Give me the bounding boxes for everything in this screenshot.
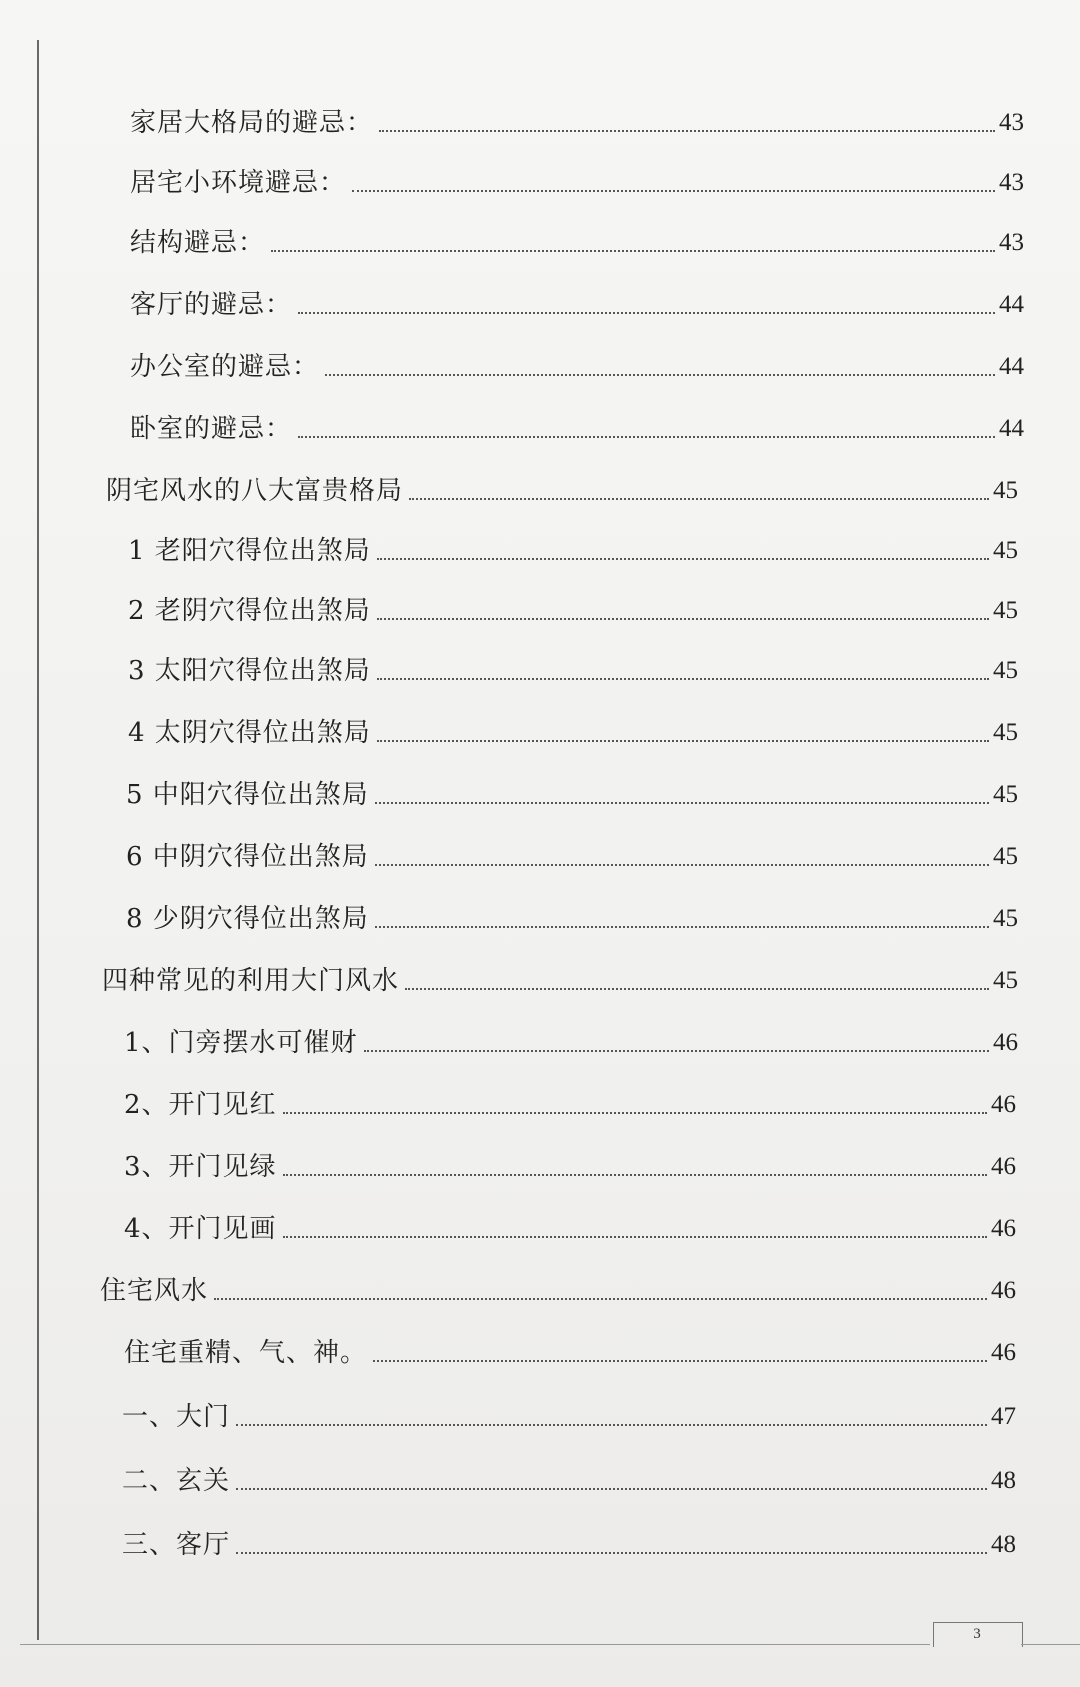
toc-entry-label: 6 中阴穴得位出煞局 xyxy=(126,842,369,872)
toc-entry-page: 48 xyxy=(991,1531,1016,1558)
toc-entry[interactable] xyxy=(130,402,1024,446)
dot-leader xyxy=(377,678,989,680)
dot-leader xyxy=(271,250,995,252)
toc-entry-label: 阴宅风水的八大富贵格局 xyxy=(106,476,404,506)
toc-entry[interactable] xyxy=(128,706,1018,750)
toc-entry[interactable] xyxy=(102,954,1018,998)
toc-entry-label: 2 老阴穴得位出煞局 xyxy=(128,596,371,626)
toc-entry[interactable] xyxy=(124,1078,1016,1122)
toc-entry-page: 43 xyxy=(999,109,1024,136)
toc-entry-page: 46 xyxy=(993,1029,1018,1056)
toc-entry-label: 客厅的避忌： xyxy=(130,290,293,320)
dot-leader xyxy=(283,1112,987,1114)
dot-leader xyxy=(379,130,995,132)
dot-leader xyxy=(405,988,989,990)
toc-entry[interactable] xyxy=(128,584,1018,628)
toc-entry-label: 8 少阴穴得位出煞局 xyxy=(126,904,369,934)
dot-leader xyxy=(325,374,995,376)
footer-rule-right xyxy=(1021,1644,1080,1645)
toc-entry[interactable] xyxy=(124,1140,1016,1184)
toc-entry-label: 办公室的避忌： xyxy=(130,352,320,382)
toc-entry-label: 三、客厅 xyxy=(122,1530,231,1560)
dot-leader xyxy=(377,740,989,742)
toc-entry-page: 45 xyxy=(993,477,1018,504)
dot-leader xyxy=(283,1236,987,1238)
toc-entry-label: 住宅风水 xyxy=(100,1276,209,1306)
toc-entry-label: 二、玄关 xyxy=(122,1466,231,1496)
dot-leader xyxy=(364,1050,989,1052)
dot-leader xyxy=(375,926,989,928)
toc-entry[interactable] xyxy=(130,278,1024,322)
toc-entry-page: 45 xyxy=(993,843,1018,870)
toc-entry-label: 4 太阴穴得位出煞局 xyxy=(128,718,371,748)
dot-leader xyxy=(352,190,995,192)
toc-entry[interactable] xyxy=(122,1518,1016,1562)
toc-entry-label: 居宅小环境避忌： xyxy=(130,168,347,198)
toc-entry-page: 45 xyxy=(993,597,1018,624)
dot-leader xyxy=(375,864,989,866)
toc-entry-page: 45 xyxy=(993,967,1018,994)
toc-entry-page: 43 xyxy=(999,229,1024,256)
toc-entry-page: 45 xyxy=(993,537,1018,564)
toc-entry[interactable] xyxy=(100,1264,1016,1308)
page-number: 3 xyxy=(973,1626,981,1642)
toc-entry-page: 46 xyxy=(991,1215,1016,1242)
toc-entry-page: 45 xyxy=(993,905,1018,932)
dot-leader xyxy=(236,1488,987,1490)
dot-leader xyxy=(298,312,995,314)
toc-entry[interactable] xyxy=(126,830,1018,874)
toc-entry[interactable] xyxy=(130,216,1024,260)
toc-entry[interactable] xyxy=(130,156,1024,200)
toc-entry[interactable] xyxy=(128,644,1018,688)
dot-leader xyxy=(236,1424,987,1426)
toc-entry[interactable] xyxy=(126,892,1018,936)
toc-entry[interactable] xyxy=(130,340,1024,384)
dot-leader xyxy=(377,618,989,620)
dot-leader xyxy=(409,498,989,500)
toc-entry-label: 4、开门见画 xyxy=(124,1214,277,1244)
toc-entry-label: 3 太阳穴得位出煞局 xyxy=(128,656,371,686)
dot-leader xyxy=(377,558,989,560)
toc-entry-page: 46 xyxy=(991,1153,1016,1180)
toc-entry[interactable] xyxy=(122,1390,1016,1434)
toc-entry-label: 1、门旁摆水可催财 xyxy=(124,1028,358,1058)
toc-entry-page: 44 xyxy=(999,353,1024,380)
toc-entry-page: 44 xyxy=(999,291,1024,318)
toc-entry-page: 46 xyxy=(991,1339,1016,1366)
toc-entry[interactable] xyxy=(122,1454,1016,1498)
toc-entry-label: 2、开门见红 xyxy=(124,1090,277,1120)
dot-leader xyxy=(283,1174,987,1176)
toc-entry[interactable] xyxy=(124,1202,1016,1246)
dot-leader xyxy=(214,1298,987,1300)
toc-entry[interactable] xyxy=(124,1016,1018,1060)
toc-entry-label: 四种常见的利用大门风水 xyxy=(102,966,400,996)
toc-entry[interactable] xyxy=(126,768,1018,812)
toc-entry-label: 5 中阳穴得位出煞局 xyxy=(126,780,369,810)
toc-entry[interactable] xyxy=(124,1326,1016,1370)
toc-entry-label: 结构避忌： xyxy=(130,228,266,258)
toc-entry-page: 46 xyxy=(991,1091,1016,1118)
dot-leader xyxy=(375,802,989,804)
dot-leader xyxy=(298,436,995,438)
dot-leader xyxy=(236,1552,987,1554)
footer-rule xyxy=(20,1644,930,1645)
toc-entry-page: 48 xyxy=(991,1467,1016,1494)
toc-entry[interactable] xyxy=(128,524,1018,568)
toc-entry[interactable] xyxy=(106,464,1018,508)
toc-entry-page: 46 xyxy=(991,1277,1016,1304)
toc-entry-page: 43 xyxy=(999,169,1024,196)
toc-entry-label: 1 老阳穴得位出煞局 xyxy=(128,536,371,566)
toc-entry-page: 45 xyxy=(993,657,1018,684)
toc-entry-page: 44 xyxy=(999,415,1024,442)
toc-entry-page: 45 xyxy=(993,719,1018,746)
toc-entry-label: 住宅重精、气、神。 xyxy=(124,1338,368,1368)
dot-leader xyxy=(373,1360,987,1362)
toc-entry-label: 家居大格局的避忌： xyxy=(130,108,374,138)
toc-entry-page: 47 xyxy=(991,1403,1016,1430)
toc-entry-label: 3、开门见绿 xyxy=(124,1152,277,1182)
toc-entry-page: 45 xyxy=(993,781,1018,808)
toc-entry-label: 卧室的避忌： xyxy=(130,414,293,444)
toc-entry[interactable] xyxy=(130,96,1024,140)
toc-entry-label: 一、大门 xyxy=(122,1402,231,1432)
